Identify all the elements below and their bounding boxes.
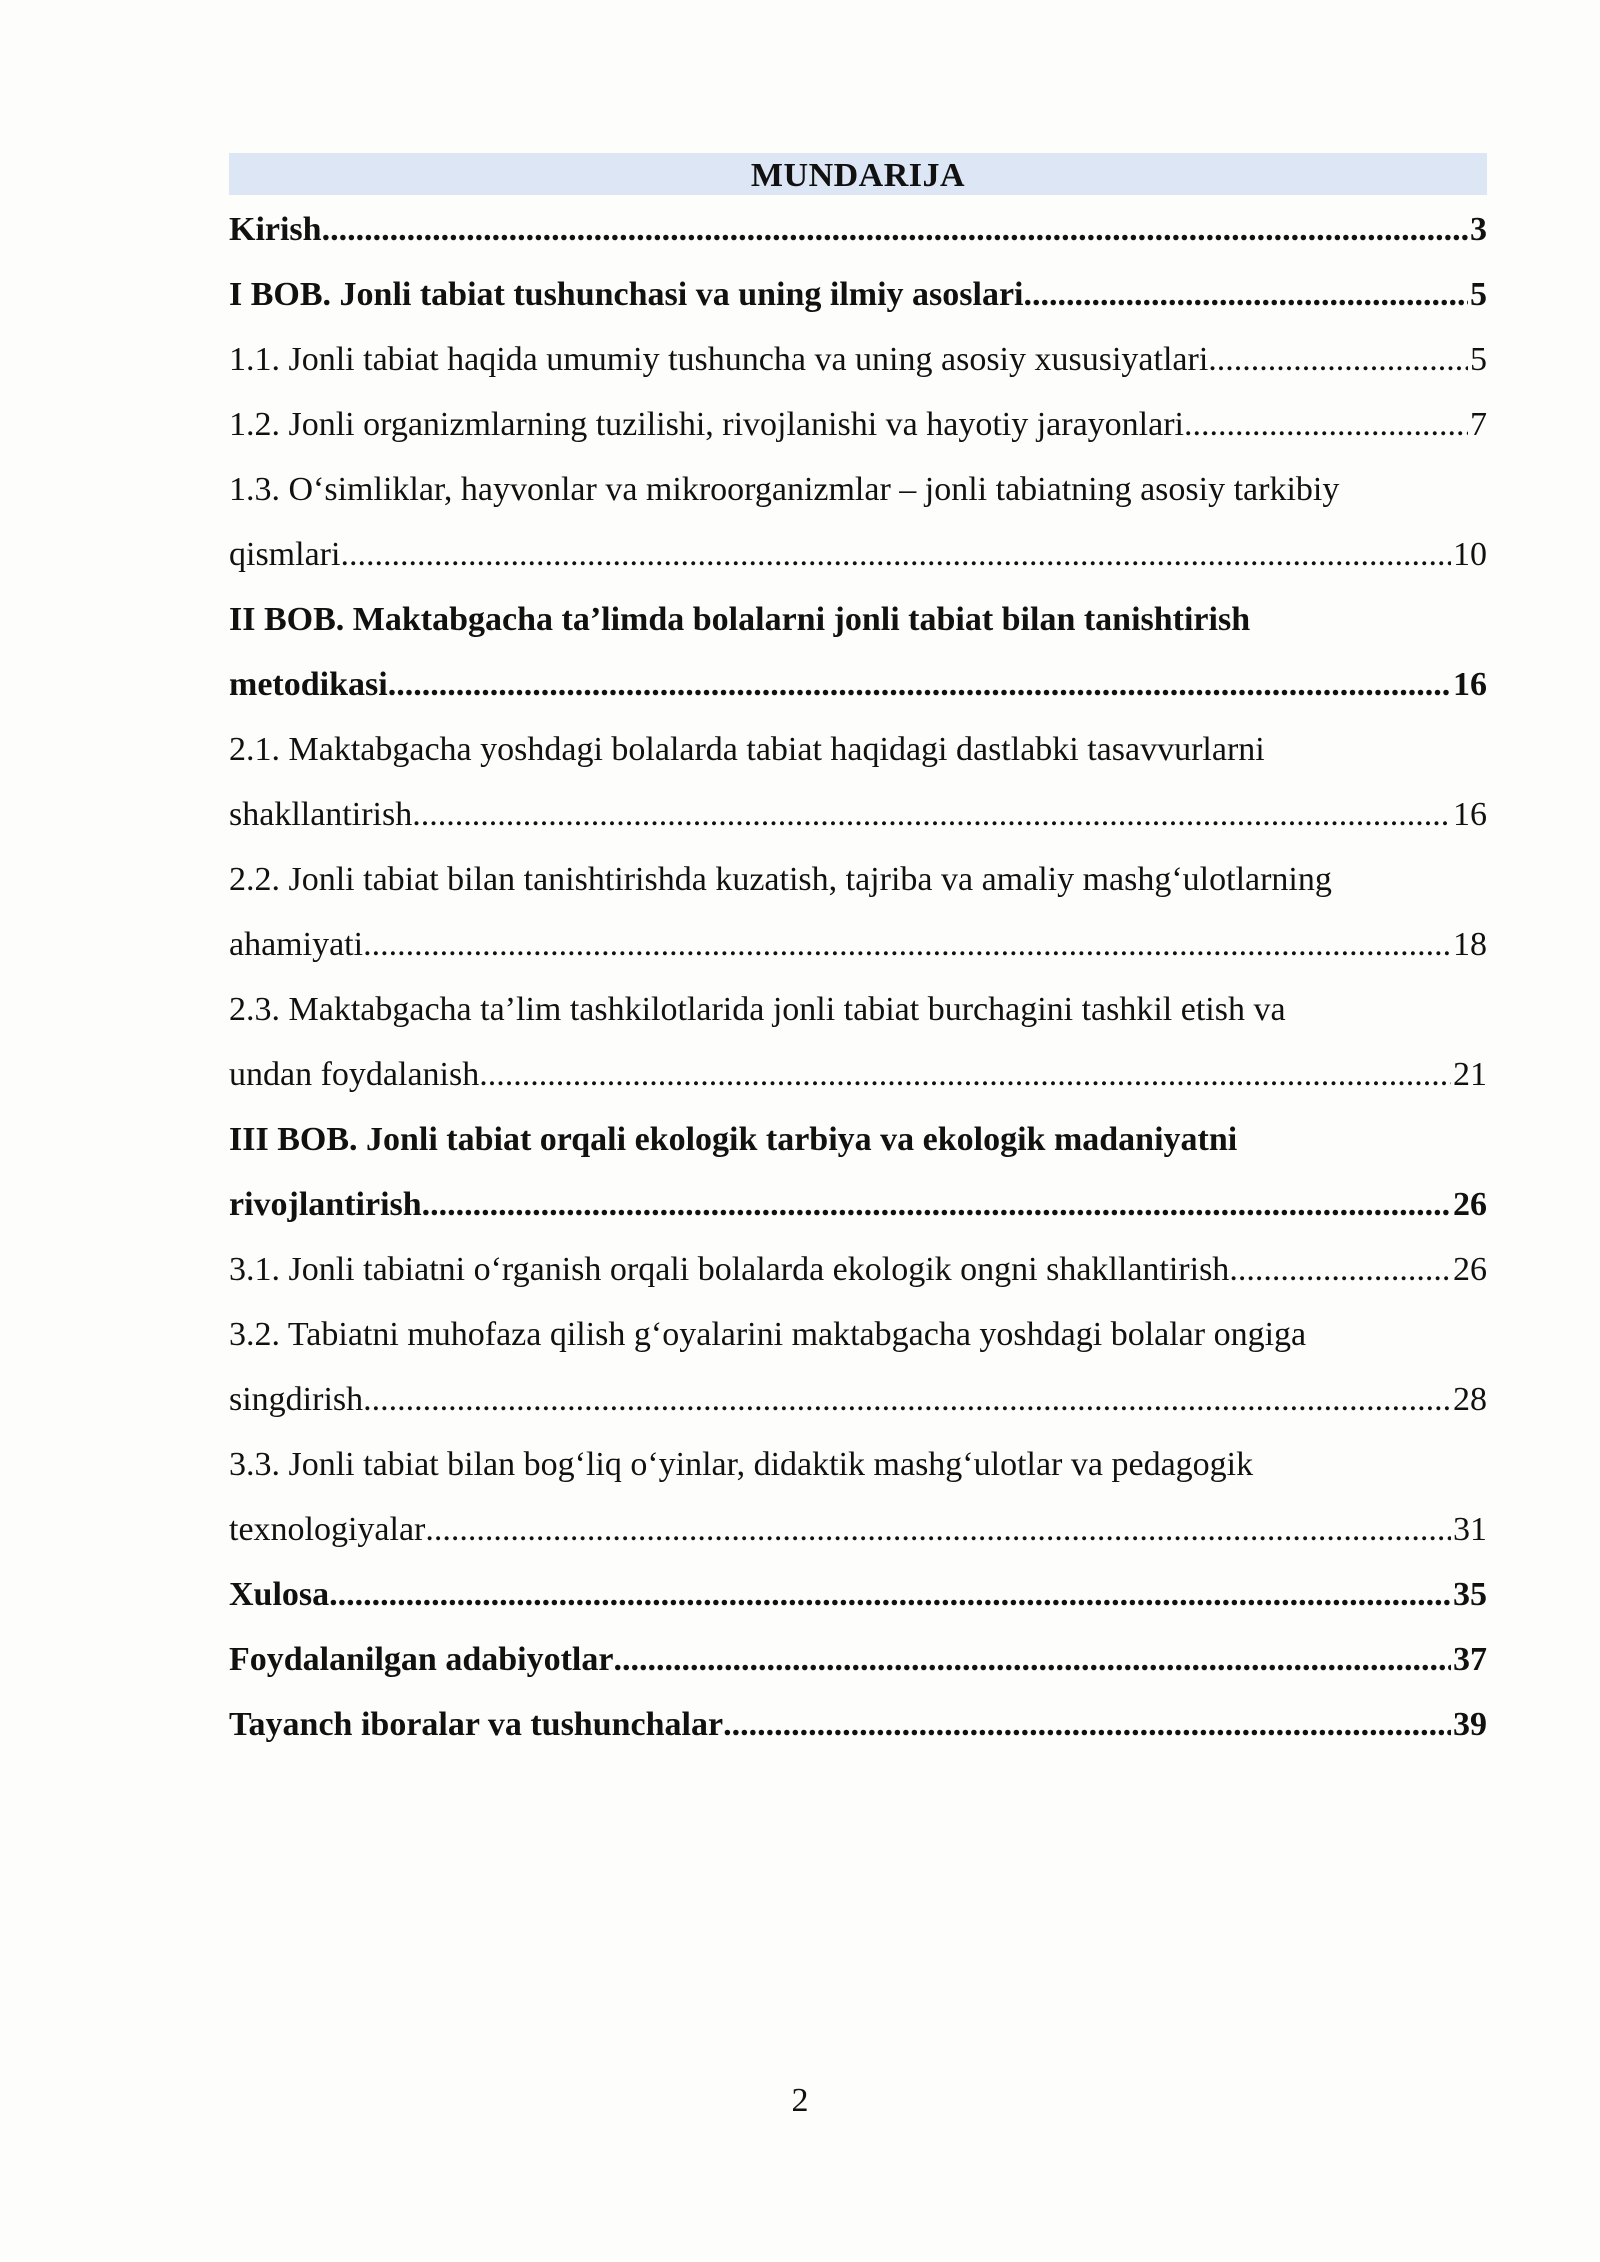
toc-entry[interactable] — [229, 717, 1487, 847]
dot-leader — [363, 912, 1451, 977]
toc-entry[interactable] — [229, 847, 1487, 977]
toc-entry-title: rivojlantirish — [229, 1186, 422, 1223]
toc-entry-line — [229, 1692, 1487, 1757]
toc-entry[interactable] — [229, 262, 1487, 327]
dot-leader — [329, 1562, 1451, 1627]
dot-leader — [340, 522, 1451, 587]
dot-leader — [412, 782, 1451, 847]
toc-entry-page: 35 — [1453, 1576, 1487, 1613]
toc-entry-line — [229, 1172, 1487, 1237]
toc-entry-line — [229, 392, 1487, 457]
toc-entry-title: 3.1. Jonli tabiatni o‘rganish orqali bolalarda ekologik ongni shakllantirish — [229, 1251, 1230, 1288]
toc-entry[interactable] — [229, 197, 1487, 262]
toc-entry-title-line1: 2.3. Maktabgacha ta’lim tashkilotlarida jonli tabiat burchagini tashkil etish va — [229, 991, 1286, 1028]
toc-entry-title: qismlari — [229, 536, 341, 573]
toc-entry-title: I BOB. Jonli tabiat tushunchasi va uning ilmiy asoslari — [229, 276, 1024, 313]
toc-entry-line — [229, 782, 1487, 847]
toc-entry-title: metodikasi — [229, 666, 388, 703]
toc-entry-title-line1: 1.3. O‘simliklar, hayvonlar va mikroorganizmlar – jonli tabiatning asosiy tarkibiy — [229, 471, 1340, 508]
toc-entry-page: 26 — [1453, 1251, 1487, 1288]
toc-entry-title-line1: 2.2. Jonli tabiat bilan tanishtirishda kuzatish, tajriba va amaliy mashg‘ulotlarning — [229, 861, 1332, 898]
toc-entry[interactable] — [229, 977, 1487, 1107]
toc-entry[interactable] — [229, 587, 1487, 717]
toc-entry-title: 1.1. Jonli tabiat haqida umumiy tushuncha va uning asosiy xususiyatlari — [229, 341, 1209, 378]
toc-entry-page: 37 — [1453, 1641, 1487, 1678]
toc-entry-line — [229, 912, 1487, 977]
toc-entry-page: 21 — [1453, 1056, 1487, 1093]
toc-entry[interactable] — [229, 327, 1487, 392]
toc-entry-title: 1.2. Jonli organizmlarning tuzilishi, rivojlanishi va hayotiy jarayonlari — [229, 406, 1184, 443]
toc-entry-line — [229, 652, 1487, 717]
toc-entry-title-line1: 2.1. Maktabgacha yoshdagi bolalarda tabiat haqidagi dastlabki tasavvurlarni — [229, 731, 1265, 768]
dot-leader — [425, 1497, 1451, 1562]
toc-entry-title: singdirish — [229, 1381, 364, 1418]
dot-leader — [1023, 262, 1468, 327]
toc-entry-line — [229, 522, 1487, 587]
toc-entry-title: Xulosa — [229, 1576, 330, 1613]
toc-entry-page: 7 — [1470, 406, 1487, 443]
table-of-contents — [229, 153, 1487, 1757]
toc-entry-line — [229, 1367, 1487, 1432]
toc-entry[interactable] — [229, 1627, 1487, 1692]
toc-entry-page: 16 — [1453, 666, 1487, 703]
dot-leader — [1229, 1237, 1451, 1302]
toc-entry-line — [229, 1627, 1487, 1692]
toc-entry-page: 28 — [1453, 1381, 1487, 1418]
toc-entry-title-line1: II BOB. Maktabgacha ta’limda bolalarni jonli tabiat bilan tanishtirish — [229, 601, 1251, 638]
toc-entry-page: 39 — [1453, 1706, 1487, 1743]
toc-entry-title: ahamiyati — [229, 926, 364, 963]
toc-entry-line — [229, 197, 1487, 262]
toc-entry-title: Foydalanilgan adabiyotlar — [229, 1641, 614, 1678]
toc-entry-title: Tayanch iboralar va tushunchalar — [229, 1706, 724, 1743]
toc-entry-page: 31 — [1453, 1511, 1487, 1548]
toc-entry-page: 26 — [1453, 1186, 1487, 1223]
dot-leader — [363, 1367, 1451, 1432]
toc-entry-title-line1: 3.2. Tabiatni muhofaza qilish g‘oyalarini maktabgacha yoshdagi bolalar ongiga — [229, 1316, 1307, 1353]
toc-entry-page: 5 — [1470, 276, 1487, 313]
toc-entry[interactable] — [229, 1302, 1487, 1432]
toc-entry-page: 16 — [1453, 796, 1487, 833]
toc-entry[interactable] — [229, 457, 1487, 587]
toc-entry-title: shakllantirish — [229, 796, 413, 833]
toc-entry-title-line1: III BOB. Jonli tabiat orqali ekologik tarbiya va ekologik madaniyatni — [229, 1121, 1238, 1158]
toc-entry-page: 18 — [1453, 926, 1487, 963]
toc-entry[interactable] — [229, 1432, 1487, 1562]
toc-title: MUNDARIJA — [229, 153, 1487, 195]
toc-entry[interactable] — [229, 392, 1487, 457]
toc-entry[interactable] — [229, 1562, 1487, 1627]
dot-leader — [613, 1627, 1451, 1692]
toc-entry-title-line1: 3.3. Jonli tabiat bilan bog‘liq o‘yinlar, didaktik mashg‘ulotlar va pedagogik — [229, 1446, 1254, 1483]
toc-entry-title: texnologiyalar — [229, 1511, 426, 1548]
toc-entry-page: 3 — [1470, 211, 1487, 248]
toc-entry-line — [229, 262, 1487, 327]
toc-entry-page: 10 — [1453, 536, 1487, 573]
dot-leader — [723, 1692, 1451, 1757]
toc-entry[interactable] — [229, 1237, 1487, 1302]
toc-entry-line — [229, 327, 1487, 392]
page-number: 2 — [791, 2082, 809, 2119]
toc-entry-title: Kirish — [229, 211, 322, 248]
dot-leader — [1184, 392, 1468, 457]
toc-entry-page: 5 — [1470, 341, 1487, 378]
dot-leader — [388, 652, 1451, 717]
toc-entry-title: undan foydalanish — [229, 1056, 480, 1093]
dot-leader — [422, 1172, 1451, 1237]
toc-entry[interactable] — [229, 1107, 1487, 1237]
dot-leader — [1208, 327, 1468, 392]
toc-entry-line — [229, 1237, 1487, 1302]
dot-leader — [322, 197, 1468, 262]
dot-leader — [479, 1042, 1451, 1107]
toc-entries — [229, 197, 1487, 1757]
toc-entry-line — [229, 1497, 1487, 1562]
toc-entry[interactable] — [229, 1692, 1487, 1757]
toc-entry-line — [229, 1562, 1487, 1627]
toc-entry-line — [229, 1042, 1487, 1107]
